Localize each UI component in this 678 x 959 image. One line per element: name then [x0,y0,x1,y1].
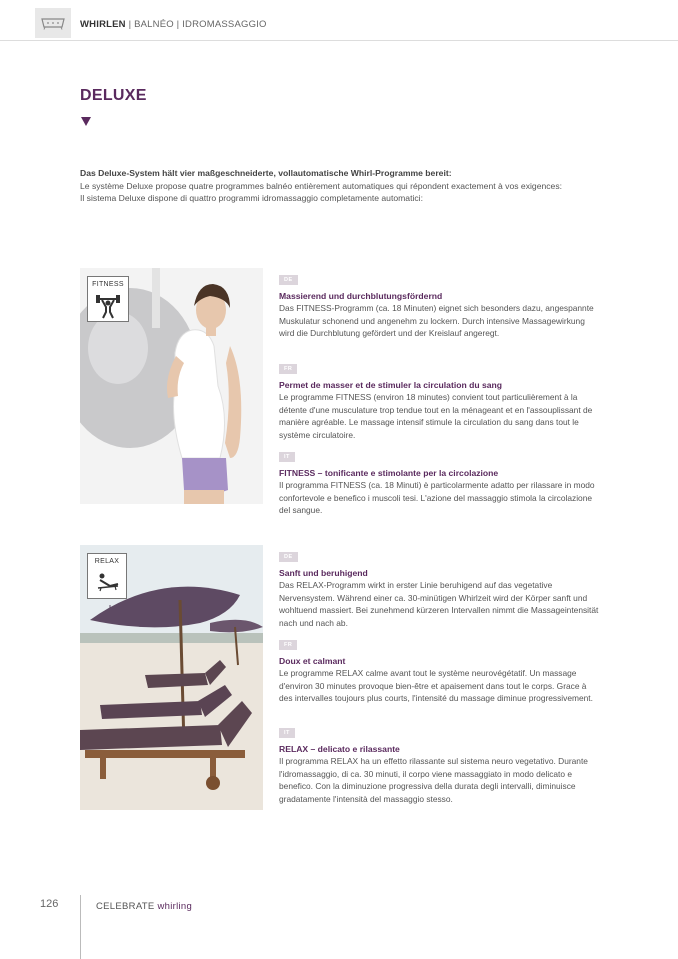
breadcrumb-brand: WHIRLEN [80,19,126,30]
relax-photo [80,545,263,810]
fitness-it-block [279,445,601,517]
lang-tag-de: DE [279,275,298,285]
triangle-down-icon [81,117,91,126]
relax-fr-heading: Doux et calmant [279,656,346,666]
lang-tag-de: DE [279,552,298,562]
footer-brand-main: CELEBRATE [96,901,155,912]
fitness-it-body: Il programma FITNESS (ca. 18 Minuti) è particolarmente adatto per rilassare in modo confortevole e benefico i muscoli tesi. L'azione del massaggio stimola la circolazione del sangue. [279,480,595,515]
page-title: DELUXE [80,87,147,104]
footer-divider [80,895,81,959]
fitness-it-heading: FITNESS – tonificante e stimolante per la circolazione [279,468,499,478]
relax-badge-label: RELAX [94,558,120,565]
fitness-program-badge [87,276,129,322]
fitness-fr-heading: Permet de masser et de stimuler la circulation du sang [279,380,503,390]
fitness-fr-block [279,357,601,441]
fitness-de-heading: Massierend und durchblutungsfördernd [279,291,443,301]
relax-program-badge [87,553,127,599]
relax-it-block [279,721,601,805]
fitness-de-body: Das FITNESS-Programm (ca. 18 Minuten) eignet sich besonders dazu, angespannte Muskulatur schonend und angenehm zu lockern. Durch intensive Massagewirkung wird die Durchblutung gefördert und der Kreislauf angeregt. [279,303,594,338]
footer-brand-accent: whirling [157,901,193,912]
intro-text [80,167,600,205]
relax-it-body: Il programma RELAX ha un effetto rilassante sul sistema neuro vegetativo. Durante l'idromassaggio, di ca. 30 minuti, il corpo viene massaggiato in modo delicato e benefico. Con la diminuzione progressiva della durata degli intervalli, diminuisce gradatamente l'intensità del massaggio stesso. [279,756,588,804]
intro-lead-de: Das Deluxe-System hält vier maßgeschneiderte, vollautomatische Whirl-Programme bereit: [80,168,452,178]
lang-tag-it: IT [279,728,295,738]
intro-it: Il sistema Deluxe dispone di quattro programmi idromassaggio completamente automatici: [80,193,423,203]
lang-tag-fr: FR [279,640,297,650]
lang-tag-fr: FR [279,364,297,374]
page-number: 126 [40,898,59,910]
lang-tag-it: IT [279,452,295,462]
fitness-fr-body: Le programme FITNESS (environ 18 minutes) convient tout particulièrement à la détente d'une musculature trop tendue tout en la ménageant et en l'assouplissant de manière agréable. Le massage intensif stimule la circulation du sang dans tout le système circulatoire. [279,392,593,440]
lounger-icon [96,570,120,592]
relax-fr-block [279,633,601,705]
fitness-badge-label: FITNESS [92,281,124,288]
footer-brand [96,901,192,912]
weightlifter-icon [96,293,120,319]
relax-fr-body: Le programme RELAX calme avant tout le système neurovégétatif. Un massage d'environ 30 minutes provoque bien-être et apaisement dans tout le corps. Grace à des intervalles toujours plus courts, l'intensité du massage diminue progressivement. [279,668,593,703]
fitness-photo [80,268,263,504]
section-breadcrumb [80,19,267,30]
relax-de-body: Das RELAX-Programm wirkt in erster Linie beruhigend auf das vegetative Nervensystem. Während einer ca. 30-minütigen Whirlzeit wird der Körper sanft und wohltuend massiert. Bei zunehmend kürzeren Intervallen nimmt die Massageintensität nach und nach ab. [279,580,599,628]
relax-it-heading: RELAX – delicato e rilassante [279,744,400,754]
fitness-de-block [279,268,601,340]
relax-de-heading: Sanft und beruhigend [279,568,368,578]
relax-de-block [279,545,601,629]
header-divider [0,40,678,41]
bathtub-icon [35,8,71,38]
breadcrumb-rest: | BALNÉO | IDROMASSAGGIO [125,19,267,30]
intro-fr: Le système Deluxe propose quatre programmes balnéo entièrement automatiques qui répondent exactement à vos exigences: [80,180,563,191]
